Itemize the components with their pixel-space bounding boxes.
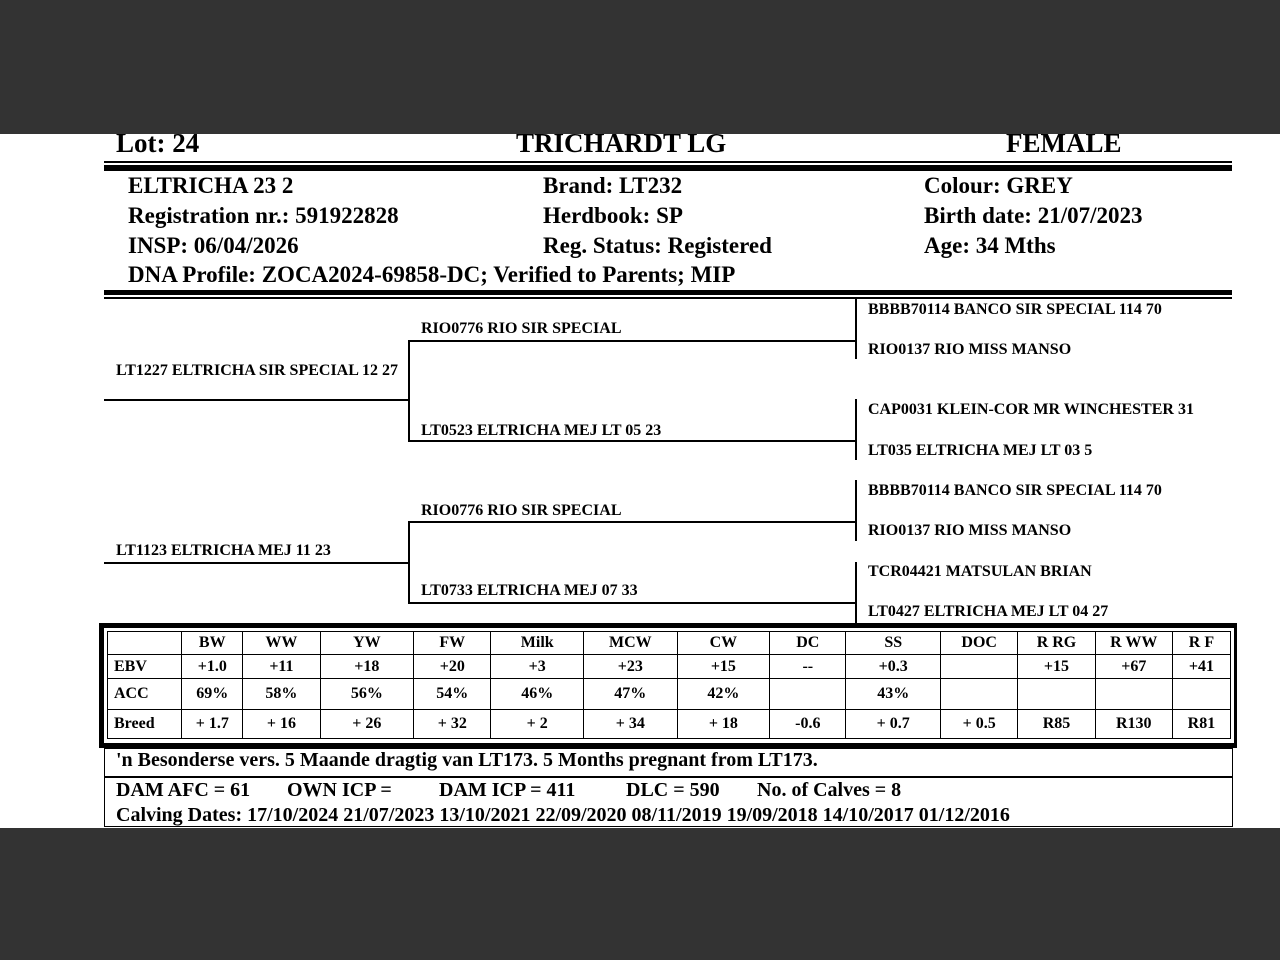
ebv-cell: R85 — [1018, 710, 1095, 739]
ped-vline-sire — [408, 340, 410, 440]
ebv-header-cell: Milk — [491, 632, 584, 655]
ped-line-dd — [408, 602, 856, 604]
ebv-row-ebv — [108, 655, 1231, 679]
ebv-header-cell: CW — [677, 632, 770, 655]
info-rule-thin — [104, 297, 1232, 299]
dam-afc: DAM AFC = 61 — [116, 779, 251, 801]
ebv-cell — [1095, 679, 1172, 710]
owner-name: TRICHARDT LG — [516, 128, 727, 158]
ebv-row-label: ACC — [108, 679, 182, 710]
ebv-row-label: EBV — [108, 655, 182, 679]
ebv-header-row — [108, 632, 1231, 655]
ebv-cell: + 18 — [677, 710, 770, 739]
lot-sheet — [0, 128, 1280, 828]
ebv-header-cell: BW — [182, 632, 243, 655]
dam-sire-name: RIO0776 RIO SIR SPECIAL — [421, 502, 622, 519]
ebv-table — [107, 631, 1231, 739]
gg-ancestor-8: LT0427 ELTRICHA MEJ LT 04 27 — [868, 603, 1109, 620]
sex-label: FEMALE — [1006, 128, 1122, 158]
ebv-cell: 42% — [677, 679, 770, 710]
ebv-row-acc — [108, 679, 1231, 710]
ebv-header-cell: DC — [770, 632, 846, 655]
notes-divider — [105, 776, 1232, 778]
reg-status: Reg. Status: Registered — [543, 233, 772, 258]
ped-vline-ds — [855, 480, 857, 541]
gg-ancestor-6: RIO0137 RIO MISS MANSO — [868, 522, 1072, 539]
calving-dates: Calving Dates: 17/10/2024 21/07/2023 13/10/2021 22/09/2020 08/11/2019 19/09/2018 14/10/2017 01/12/2016 — [116, 804, 1010, 826]
gg-ancestor-7: TCR04421 MATSULAN BRIAN — [868, 563, 1092, 580]
gg-ancestor-4: LT035 ELTRICHA MEJ LT 03 5 — [868, 442, 1093, 459]
brand: Brand: LT232 — [543, 173, 683, 198]
ebv-cell: +3 — [491, 655, 584, 679]
herdbook: Herdbook: SP — [543, 203, 683, 228]
dam-dam-name: LT0733 ELTRICHA MEJ 07 33 — [421, 582, 638, 599]
ebv-cell: 58% — [243, 679, 320, 710]
ebv-cell: 46% — [491, 679, 584, 710]
ebv-cell: 69% — [182, 679, 243, 710]
ped-line-dam — [104, 562, 409, 564]
ped-vline-ss — [855, 299, 857, 359]
ebv-cell: R81 — [1172, 710, 1230, 739]
ped-line-sd — [408, 440, 856, 442]
dam-icp: DAM ICP = 411 — [439, 779, 576, 801]
ebv-cell: 56% — [320, 679, 414, 710]
ebv-cell: + 34 — [584, 710, 678, 739]
animal-name: ELTRICHA 23 2 — [128, 173, 294, 198]
ebv-cell: +15 — [1018, 655, 1095, 679]
ebv-table-frame — [99, 623, 1237, 748]
header-rule-thick — [104, 165, 1232, 171]
ped-line-ds — [408, 521, 856, 523]
ebv-cell: + 0.5 — [941, 710, 1018, 739]
ebv-cell: 43% — [846, 679, 941, 710]
ebv-header-cell: MCW — [584, 632, 678, 655]
ped-line-ss — [408, 340, 856, 342]
colour: Colour: GREY — [924, 173, 1073, 198]
ebv-cell — [1018, 679, 1095, 710]
gg-ancestor-5: BBBB70114 BANCO SIR SPECIAL 114 70 — [868, 482, 1162, 499]
ped-vline-dd — [855, 562, 857, 624]
ebv-cell: +1.0 — [182, 655, 243, 679]
ped-vline-dam — [408, 521, 410, 603]
ebv-cell: +18 — [320, 655, 414, 679]
registration-number: Registration nr.: 591922828 — [128, 203, 399, 228]
ebv-header-cell: R WW — [1095, 632, 1172, 655]
age: Age: 34 Mths — [924, 233, 1056, 258]
ebv-cell: -0.6 — [770, 710, 846, 739]
gg-ancestor-3: CAP0031 KLEIN-COR MR WINCHESTER 31 — [868, 401, 1194, 418]
ebv-header-cell — [108, 632, 182, 655]
birth-date: Birth date: 21/07/2023 — [924, 203, 1143, 228]
ebv-cell: -- — [770, 655, 846, 679]
gg-ancestor-2: RIO0137 RIO MISS MANSO — [868, 341, 1072, 358]
ebv-cell — [941, 679, 1018, 710]
dna-profile: DNA Profile: ZOCA2024-69858-DC; Verified to Parents; MIP — [128, 262, 736, 287]
info-rule-thick — [104, 290, 1232, 295]
ebv-cell: + 2 — [491, 710, 584, 739]
ped-line-sire — [104, 399, 409, 401]
ebv-cell: +23 — [584, 655, 678, 679]
ebv-cell: + 26 — [320, 710, 414, 739]
ebv-header-cell: R RG — [1018, 632, 1095, 655]
ebv-cell: +11 — [243, 655, 320, 679]
dam-name: LT1123 ELTRICHA MEJ 11 23 — [116, 542, 331, 559]
ebv-cell — [770, 679, 846, 710]
ebv-header-cell: YW — [320, 632, 414, 655]
ebv-cell: +0.3 — [846, 655, 941, 679]
sire-sire-name: RIO0776 RIO SIR SPECIAL — [421, 320, 622, 337]
ebv-header-cell: WW — [243, 632, 320, 655]
number-of-calves: No. of Calves = 8 — [757, 779, 902, 801]
ebv-cell: 54% — [414, 679, 491, 710]
ebv-cell: + 1.7 — [182, 710, 243, 739]
gg-ancestor-1: BBBB70114 BANCO SIR SPECIAL 114 70 — [868, 301, 1162, 318]
ebv-cell: + 0.7 — [846, 710, 941, 739]
ebv-row-label: Breed — [108, 710, 182, 739]
ebv-row-breed — [108, 710, 1231, 739]
header-rule-thin — [104, 161, 1232, 163]
ebv-cell — [941, 655, 1018, 679]
ped-vline-sd — [855, 399, 857, 460]
dlc: DLC = 590 — [626, 779, 720, 801]
sire-name: LT1227 ELTRICHA SIR SPECIAL 12 27 — [116, 362, 399, 379]
ebv-cell: + 16 — [243, 710, 320, 739]
sire-dam-name: LT0523 ELTRICHA MEJ LT 05 23 — [421, 422, 662, 439]
ebv-header-cell: SS — [846, 632, 941, 655]
ebv-header-cell: R F — [1172, 632, 1230, 655]
remark-text: 'n Besonderse vers. 5 Maande dragtig van LT173. 5 Months pregnant from LT173. — [116, 749, 818, 771]
ebv-header-cell: FW — [414, 632, 491, 655]
ebv-header-cell: DOC — [941, 632, 1018, 655]
ebv-cell: + 32 — [414, 710, 491, 739]
ebv-cell: 47% — [584, 679, 678, 710]
insp-date: INSP: 06/04/2026 — [128, 233, 299, 258]
ebv-cell — [1172, 679, 1230, 710]
lot-number: Lot: 24 — [116, 128, 200, 158]
ebv-cell: +67 — [1095, 655, 1172, 679]
ebv-cell: +41 — [1172, 655, 1230, 679]
own-icp: OWN ICP = — [287, 779, 392, 801]
ebv-cell: R130 — [1095, 710, 1172, 739]
ebv-cell: +20 — [414, 655, 491, 679]
ebv-cell: +15 — [677, 655, 770, 679]
